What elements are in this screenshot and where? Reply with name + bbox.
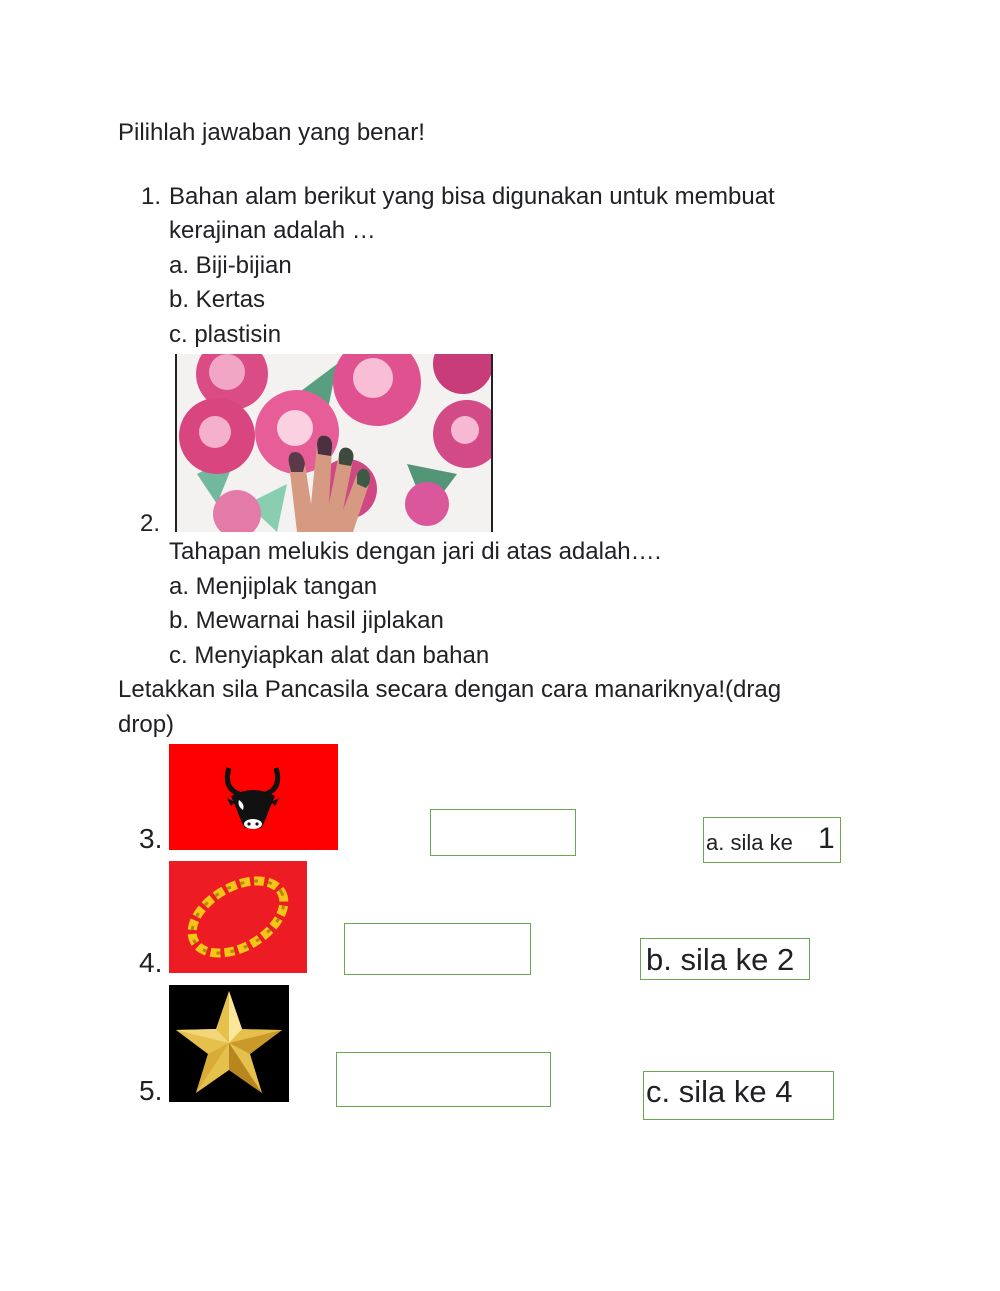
instruction-heading: Pilihlah jawaban yang benar! [118,119,425,146]
drop-zone-4[interactable] [344,923,531,975]
question-1-option-b[interactable]: b. Kertas [169,286,266,313]
question-2-option-c[interactable]: c. Menyiapkan alat dan bahan [169,642,490,669]
chain-icon[interactable] [169,861,307,973]
question-2-text: Tahapan melukis dengan jari di atas adalah…. [169,538,662,565]
question-2-number: 2. [140,510,161,537]
question-1-option-a[interactable]: a. Biji-bijian [169,252,292,279]
item-3-number: 3. [139,823,163,854]
choice-a-number: 1 [818,822,835,855]
question-2-option-a[interactable]: a. Menjiplak tangan [169,573,378,600]
choice-a-prefix: a. sila ke [706,830,793,855]
drop-zone-5[interactable] [336,1052,551,1107]
drag-drop-instruction-line2: drop) [118,711,175,738]
choice-a-sila-1[interactable] [703,817,841,863]
drag-drop-instruction-line1: Letakkan sila Pancasila secara dengan cara manariknya!(drag [118,676,782,703]
item-5-number: 5. [139,1075,163,1106]
question-2-option-b[interactable]: b. Mewarnai hasil jiplakan [169,607,444,634]
drop-zone-3[interactable] [430,809,576,856]
bull-head-icon[interactable] [169,744,338,850]
question-1-text-line1: Bahan alam berikut yang bisa digunakan untuk membuat [169,183,775,210]
choice-c-label: c. sila ke 4 [646,1074,793,1109]
choice-c-sila-4[interactable] [643,1071,834,1120]
question-1-text-line2: kerajinan adalah … [169,217,376,244]
question-1-number: 1. [141,183,162,210]
choice-b-sila-2[interactable] [640,938,810,980]
star-icon[interactable] [169,985,289,1102]
choice-b-label: b. sila ke 2 [646,942,795,977]
item-4-number: 4. [139,947,163,978]
question-1-option-c[interactable]: c. plastisin [169,321,282,348]
finger-painting-image [175,354,493,532]
